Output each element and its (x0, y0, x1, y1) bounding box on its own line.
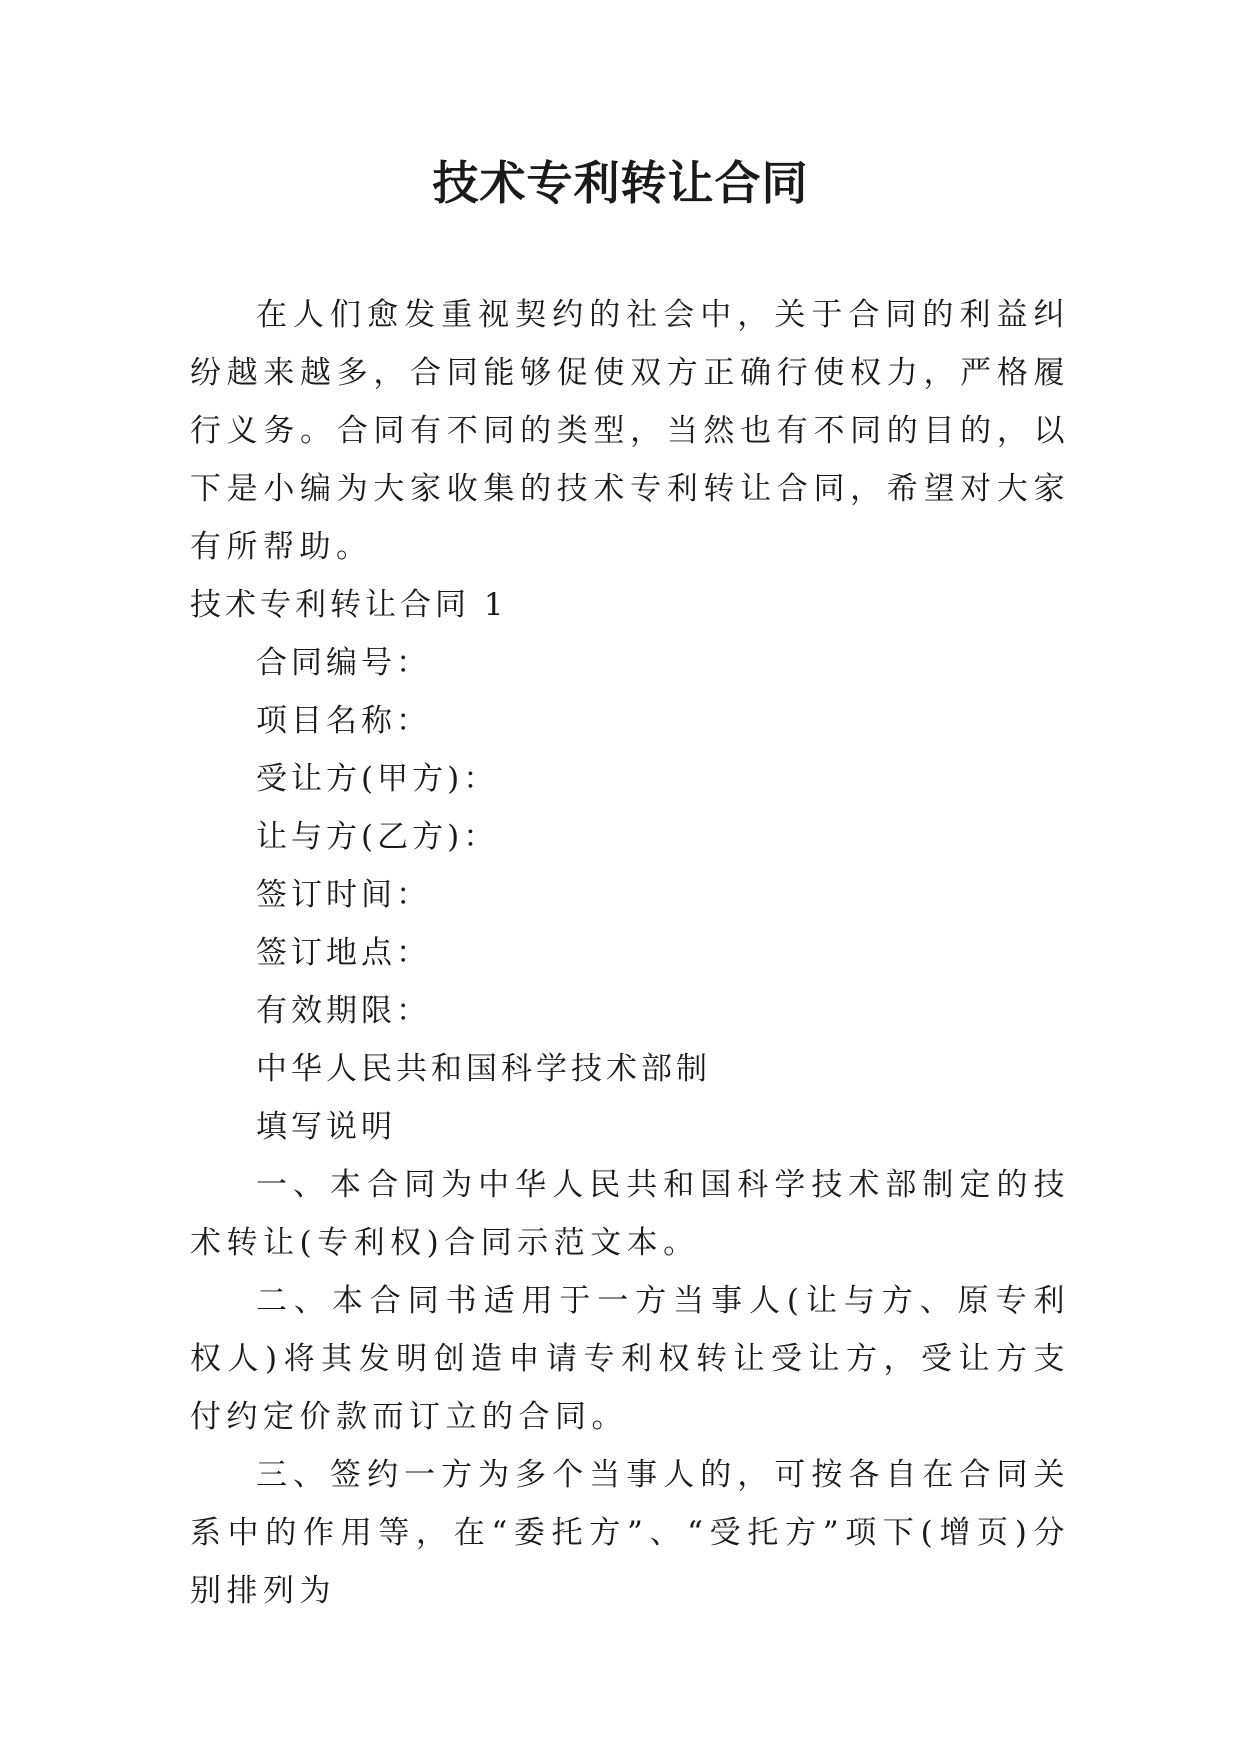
intro-paragraph: 在人们愈发重视契约的社会中，关于合同的利益纠纷越来越多，合同能够促使双方正确行使权力，严格履行义务。合同有不同的类型，当然也有不同的目的，以下是小编为大家收集的技术专利转让合同，希望对大家有所帮助。 (190, 297, 1070, 565)
instruction-item: 三、签约一方为多个当事人的，可按各自在合同关系中的作用等，在“委托方”、“受托方”项下(增页)分别排列为 (190, 1457, 1070, 1609)
contract-body (190, 576, 1070, 1620)
field-validity-period: 有效期限： (256, 993, 431, 1029)
field-transferor: 让与方(乙方)： (256, 819, 499, 855)
field-transferee: 受让方(甲方)： (256, 761, 499, 797)
section-heading: 技术专利转让合同 1 (190, 587, 508, 623)
field-signing-place: 签订地点： (256, 935, 431, 971)
instruction-item: 一、本合同为中华人民共和国科学技术部制定的技术转让(专利权)合同示范文本。 (190, 1167, 1070, 1261)
field-signing-time: 签订时间： (256, 877, 431, 913)
issuer-line: 中华人民共和国科学技术部制 (256, 1051, 711, 1087)
document-title: 技术专利转让合同 (432, 156, 809, 210)
field-project-name: 项目名称： (256, 703, 431, 739)
field-contract-number: 合同编号： (256, 645, 431, 681)
instructions-heading: 填写说明 (256, 1109, 396, 1145)
instruction-item: 二、本合同书适用于一方当事人(让与方、原专利权人)将其发明创造申请专利权转让受让方，受让方支付约定价款而订立的合同。 (190, 1283, 1070, 1435)
